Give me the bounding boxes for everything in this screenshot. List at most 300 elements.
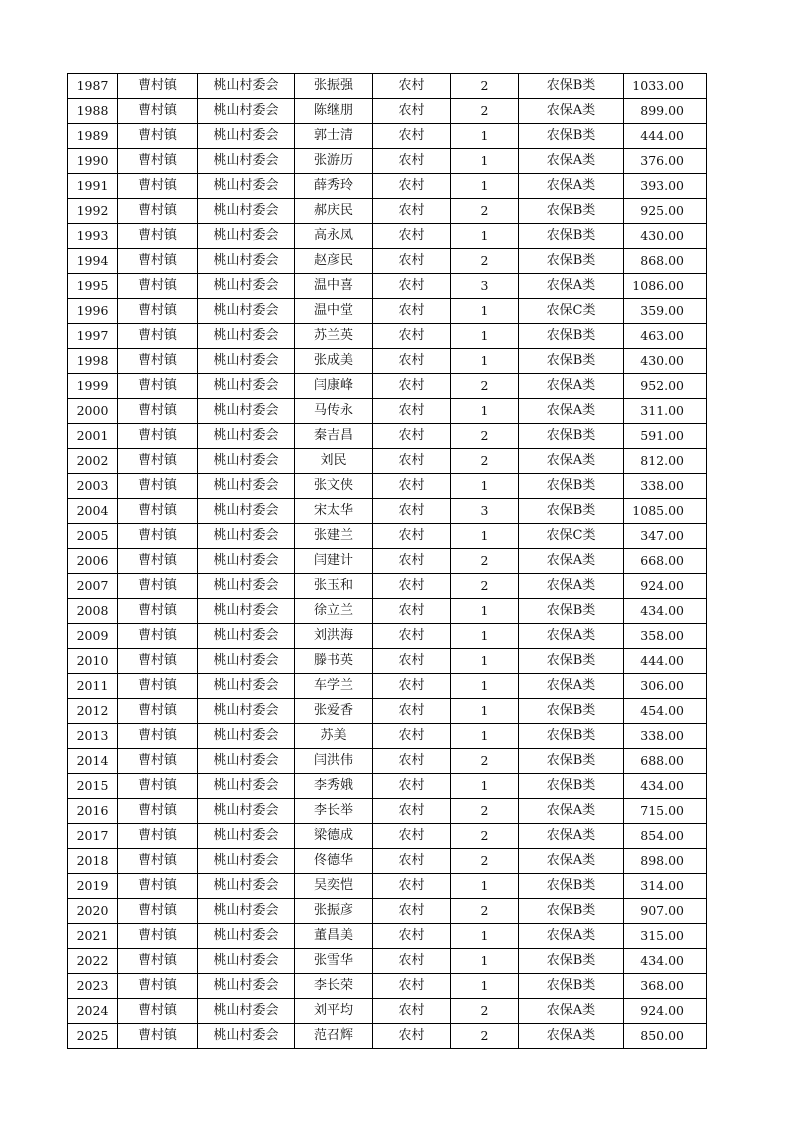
insurance-category-cell: 农保A类 [519, 574, 624, 599]
insurance-category-cell: 农保A类 [519, 374, 624, 399]
household-type-cell: 农村 [373, 349, 451, 374]
town-cell: 曹村镇 [118, 749, 198, 774]
insurance-category-cell: 农保A类 [519, 174, 624, 199]
serial-number-cell: 2009 [68, 624, 118, 649]
serial-number-cell: 2001 [68, 424, 118, 449]
amount-cell: 812.00 [624, 449, 707, 474]
member-count-cell: 2 [451, 749, 519, 774]
table-row [68, 1024, 707, 1049]
name-cell: 张爱香 [295, 699, 373, 724]
name-cell: 郭士清 [295, 124, 373, 149]
household-type-cell: 农村 [373, 699, 451, 724]
table-row [68, 424, 707, 449]
household-type-cell: 农村 [373, 124, 451, 149]
village-committee-cell: 桃山村委会 [198, 724, 295, 749]
village-committee-cell: 桃山村委会 [198, 424, 295, 449]
village-committee-cell: 桃山村委会 [198, 474, 295, 499]
table-row [68, 524, 707, 549]
table-row [68, 499, 707, 524]
member-count-cell: 3 [451, 274, 519, 299]
member-count-cell: 1 [451, 349, 519, 374]
amount-cell: 454.00 [624, 699, 707, 724]
village-committee-cell: 桃山村委会 [198, 124, 295, 149]
town-cell: 曹村镇 [118, 299, 198, 324]
amount-cell: 1086.00 [624, 274, 707, 299]
serial-number-cell: 1991 [68, 174, 118, 199]
name-cell: 薛秀玲 [295, 174, 373, 199]
member-count-cell: 2 [451, 824, 519, 849]
amount-cell: 359.00 [624, 299, 707, 324]
serial-number-cell: 2014 [68, 749, 118, 774]
member-count-cell: 3 [451, 499, 519, 524]
name-cell: 吴奕恺 [295, 874, 373, 899]
amount-cell: 376.00 [624, 149, 707, 174]
table-row [68, 674, 707, 699]
serial-number-cell: 1997 [68, 324, 118, 349]
name-cell: 滕书英 [295, 649, 373, 674]
village-committee-cell: 桃山村委会 [198, 599, 295, 624]
table-row [68, 399, 707, 424]
insurance-category-cell: 农保A类 [519, 1024, 624, 1049]
member-count-cell: 1 [451, 224, 519, 249]
member-count-cell: 2 [451, 999, 519, 1024]
amount-cell: 924.00 [624, 574, 707, 599]
serial-number-cell: 2023 [68, 974, 118, 999]
name-cell: 张建兰 [295, 524, 373, 549]
amount-cell: 434.00 [624, 949, 707, 974]
table-row [68, 599, 707, 624]
insurance-category-cell: 农保C类 [519, 524, 624, 549]
serial-number-cell: 2020 [68, 899, 118, 924]
name-cell: 赵彦民 [295, 249, 373, 274]
amount-cell: 952.00 [624, 374, 707, 399]
town-cell: 曹村镇 [118, 799, 198, 824]
village-committee-cell: 桃山村委会 [198, 874, 295, 899]
village-committee-cell: 桃山村委会 [198, 399, 295, 424]
serial-number-cell: 2003 [68, 474, 118, 499]
member-count-cell: 2 [451, 799, 519, 824]
member-count-cell: 1 [451, 949, 519, 974]
insurance-category-cell: 农保B类 [519, 199, 624, 224]
village-committee-cell: 桃山村委会 [198, 374, 295, 399]
town-cell: 曹村镇 [118, 599, 198, 624]
serial-number-cell: 1995 [68, 274, 118, 299]
amount-cell: 854.00 [624, 824, 707, 849]
member-count-cell: 1 [451, 399, 519, 424]
serial-number-cell: 1998 [68, 349, 118, 374]
table-row [68, 974, 707, 999]
amount-cell: 315.00 [624, 924, 707, 949]
member-count-cell: 1 [451, 474, 519, 499]
village-committee-cell: 桃山村委会 [198, 349, 295, 374]
table-row [68, 99, 707, 124]
amount-cell: 1033.00 [624, 74, 707, 99]
insurance-category-cell: 农保A类 [519, 849, 624, 874]
member-count-cell: 1 [451, 524, 519, 549]
name-cell: 郝庆民 [295, 199, 373, 224]
serial-number-cell: 1999 [68, 374, 118, 399]
name-cell: 温中堂 [295, 299, 373, 324]
household-type-cell: 农村 [373, 524, 451, 549]
name-cell: 刘民 [295, 449, 373, 474]
amount-cell: 688.00 [624, 749, 707, 774]
name-cell: 张振彦 [295, 899, 373, 924]
town-cell: 曹村镇 [118, 524, 198, 549]
household-type-cell: 农村 [373, 1024, 451, 1049]
name-cell: 闫康峰 [295, 374, 373, 399]
member-count-cell: 1 [451, 624, 519, 649]
table-row [68, 149, 707, 174]
serial-number-cell: 1990 [68, 149, 118, 174]
name-cell: 苏兰英 [295, 324, 373, 349]
insurance-category-cell: 农保B类 [519, 424, 624, 449]
household-type-cell: 农村 [373, 374, 451, 399]
name-cell: 陈继朋 [295, 99, 373, 124]
amount-cell: 850.00 [624, 1024, 707, 1049]
member-count-cell: 1 [451, 924, 519, 949]
table-row [68, 574, 707, 599]
household-type-cell: 农村 [373, 224, 451, 249]
town-cell: 曹村镇 [118, 674, 198, 699]
table-row [68, 799, 707, 824]
village-committee-cell: 桃山村委会 [198, 999, 295, 1024]
town-cell: 曹村镇 [118, 449, 198, 474]
table-row [68, 124, 707, 149]
town-cell: 曹村镇 [118, 699, 198, 724]
table-row [68, 749, 707, 774]
village-committee-cell: 桃山村委会 [198, 899, 295, 924]
insurance-category-cell: 农保A类 [519, 149, 624, 174]
town-cell: 曹村镇 [118, 974, 198, 999]
insurance-category-cell: 农保B类 [519, 249, 624, 274]
amount-cell: 358.00 [624, 624, 707, 649]
serial-number-cell: 1994 [68, 249, 118, 274]
amount-cell: 715.00 [624, 799, 707, 824]
member-count-cell: 1 [451, 724, 519, 749]
town-cell: 曹村镇 [118, 324, 198, 349]
insurance-category-cell: 农保B类 [519, 74, 624, 99]
amount-cell: 668.00 [624, 549, 707, 574]
village-committee-cell: 桃山村委会 [198, 449, 295, 474]
serial-number-cell: 2019 [68, 874, 118, 899]
member-count-cell: 1 [451, 674, 519, 699]
amount-cell: 434.00 [624, 774, 707, 799]
table-row [68, 949, 707, 974]
household-type-cell: 农村 [373, 449, 451, 474]
village-committee-cell: 桃山村委会 [198, 849, 295, 874]
table-row [68, 624, 707, 649]
amount-cell: 899.00 [624, 99, 707, 124]
name-cell: 李长荣 [295, 974, 373, 999]
table-row [68, 649, 707, 674]
village-committee-cell: 桃山村委会 [198, 249, 295, 274]
member-count-cell: 2 [451, 849, 519, 874]
member-count-cell: 1 [451, 324, 519, 349]
table-row [68, 724, 707, 749]
table-row [68, 699, 707, 724]
town-cell: 曹村镇 [118, 274, 198, 299]
town-cell: 曹村镇 [118, 999, 198, 1024]
household-type-cell: 农村 [373, 324, 451, 349]
serial-number-cell: 2010 [68, 649, 118, 674]
member-count-cell: 2 [451, 1024, 519, 1049]
table-row [68, 224, 707, 249]
household-type-cell: 农村 [373, 99, 451, 124]
household-type-cell: 农村 [373, 574, 451, 599]
table-row [68, 474, 707, 499]
household-type-cell: 农村 [373, 999, 451, 1024]
member-count-cell: 1 [451, 974, 519, 999]
table-row [68, 274, 707, 299]
insurance-category-cell: 农保A类 [519, 999, 624, 1024]
household-type-cell: 农村 [373, 924, 451, 949]
member-count-cell: 1 [451, 149, 519, 174]
amount-cell: 925.00 [624, 199, 707, 224]
amount-cell: 430.00 [624, 224, 707, 249]
town-cell: 曹村镇 [118, 224, 198, 249]
member-count-cell: 1 [451, 774, 519, 799]
member-count-cell: 2 [451, 74, 519, 99]
member-count-cell: 1 [451, 174, 519, 199]
town-cell: 曹村镇 [118, 349, 198, 374]
name-cell: 闫建计 [295, 549, 373, 574]
name-cell: 李长举 [295, 799, 373, 824]
table-row [68, 349, 707, 374]
amount-cell: 591.00 [624, 424, 707, 449]
household-type-cell: 农村 [373, 299, 451, 324]
amount-cell: 463.00 [624, 324, 707, 349]
insurance-category-cell: 农保B类 [519, 949, 624, 974]
name-cell: 刘平均 [295, 999, 373, 1024]
benefit-roster-table [67, 73, 707, 1049]
amount-cell: 338.00 [624, 474, 707, 499]
insurance-category-cell: 农保A类 [519, 799, 624, 824]
town-cell: 曹村镇 [118, 249, 198, 274]
household-type-cell: 农村 [373, 974, 451, 999]
name-cell: 温中喜 [295, 274, 373, 299]
village-committee-cell: 桃山村委会 [198, 324, 295, 349]
serial-number-cell: 2011 [68, 674, 118, 699]
table-row [68, 999, 707, 1024]
name-cell: 张玉和 [295, 574, 373, 599]
table-row [68, 824, 707, 849]
insurance-category-cell: 农保B类 [519, 349, 624, 374]
member-count-cell: 2 [451, 424, 519, 449]
village-committee-cell: 桃山村委会 [198, 149, 295, 174]
town-cell: 曹村镇 [118, 549, 198, 574]
household-type-cell: 农村 [373, 274, 451, 299]
village-committee-cell: 桃山村委会 [198, 774, 295, 799]
member-count-cell: 1 [451, 299, 519, 324]
name-cell: 高永凤 [295, 224, 373, 249]
town-cell: 曹村镇 [118, 199, 198, 224]
table-row [68, 374, 707, 399]
village-committee-cell: 桃山村委会 [198, 574, 295, 599]
serial-number-cell: 1992 [68, 199, 118, 224]
table-row [68, 549, 707, 574]
town-cell: 曹村镇 [118, 924, 198, 949]
village-committee-cell: 桃山村委会 [198, 624, 295, 649]
household-type-cell: 农村 [373, 399, 451, 424]
village-committee-cell: 桃山村委会 [198, 524, 295, 549]
serial-number-cell: 2005 [68, 524, 118, 549]
village-committee-cell: 桃山村委会 [198, 99, 295, 124]
household-type-cell: 农村 [373, 149, 451, 174]
name-cell: 马传永 [295, 399, 373, 424]
insurance-category-cell: 农保B类 [519, 899, 624, 924]
town-cell: 曹村镇 [118, 474, 198, 499]
serial-number-cell: 2006 [68, 549, 118, 574]
insurance-category-cell: 农保B类 [519, 324, 624, 349]
member-count-cell: 1 [451, 649, 519, 674]
town-cell: 曹村镇 [118, 649, 198, 674]
name-cell: 张雪华 [295, 949, 373, 974]
town-cell: 曹村镇 [118, 74, 198, 99]
name-cell: 张振强 [295, 74, 373, 99]
name-cell: 董昌美 [295, 924, 373, 949]
town-cell: 曹村镇 [118, 624, 198, 649]
household-type-cell: 农村 [373, 874, 451, 899]
town-cell: 曹村镇 [118, 424, 198, 449]
village-committee-cell: 桃山村委会 [198, 924, 295, 949]
insurance-category-cell: 农保B类 [519, 474, 624, 499]
name-cell: 秦吉昌 [295, 424, 373, 449]
household-type-cell: 农村 [373, 424, 451, 449]
table-row [68, 874, 707, 899]
name-cell: 宋太华 [295, 499, 373, 524]
insurance-category-cell: 农保B类 [519, 724, 624, 749]
amount-cell: 1085.00 [624, 499, 707, 524]
serial-number-cell: 1989 [68, 124, 118, 149]
table-row [68, 899, 707, 924]
serial-number-cell: 2024 [68, 999, 118, 1024]
household-type-cell: 农村 [373, 824, 451, 849]
village-committee-cell: 桃山村委会 [198, 949, 295, 974]
village-committee-cell: 桃山村委会 [198, 274, 295, 299]
insurance-category-cell: 农保B类 [519, 699, 624, 724]
town-cell: 曹村镇 [118, 499, 198, 524]
household-type-cell: 农村 [373, 474, 451, 499]
name-cell: 刘洪海 [295, 624, 373, 649]
member-count-cell: 1 [451, 874, 519, 899]
town-cell: 曹村镇 [118, 874, 198, 899]
serial-number-cell: 1987 [68, 74, 118, 99]
serial-number-cell: 2025 [68, 1024, 118, 1049]
insurance-category-cell: 农保A类 [519, 674, 624, 699]
village-committee-cell: 桃山村委会 [198, 699, 295, 724]
serial-number-cell: 2021 [68, 924, 118, 949]
serial-number-cell: 1996 [68, 299, 118, 324]
table-row [68, 299, 707, 324]
member-count-cell: 2 [451, 899, 519, 924]
member-count-cell: 2 [451, 374, 519, 399]
serial-number-cell: 2007 [68, 574, 118, 599]
serial-number-cell: 2016 [68, 799, 118, 824]
village-committee-cell: 桃山村委会 [198, 674, 295, 699]
amount-cell: 347.00 [624, 524, 707, 549]
village-committee-cell: 桃山村委会 [198, 499, 295, 524]
table-row [68, 174, 707, 199]
name-cell: 徐立兰 [295, 599, 373, 624]
member-count-cell: 1 [451, 124, 519, 149]
village-committee-cell: 桃山村委会 [198, 224, 295, 249]
name-cell: 车学兰 [295, 674, 373, 699]
amount-cell: 306.00 [624, 674, 707, 699]
amount-cell: 444.00 [624, 649, 707, 674]
household-type-cell: 农村 [373, 849, 451, 874]
town-cell: 曹村镇 [118, 124, 198, 149]
serial-number-cell: 2017 [68, 824, 118, 849]
name-cell: 范召辉 [295, 1024, 373, 1049]
serial-number-cell: 2004 [68, 499, 118, 524]
town-cell: 曹村镇 [118, 949, 198, 974]
insurance-category-cell: 农保A类 [519, 99, 624, 124]
serial-number-cell: 1988 [68, 99, 118, 124]
table-row [68, 249, 707, 274]
member-count-cell: 1 [451, 599, 519, 624]
town-cell: 曹村镇 [118, 824, 198, 849]
town-cell: 曹村镇 [118, 724, 198, 749]
insurance-category-cell: 农保C类 [519, 299, 624, 324]
insurance-category-cell: 农保B类 [519, 749, 624, 774]
name-cell: 梁德成 [295, 824, 373, 849]
insurance-category-cell: 农保B类 [519, 649, 624, 674]
town-cell: 曹村镇 [118, 399, 198, 424]
village-committee-cell: 桃山村委会 [198, 824, 295, 849]
name-cell: 张游历 [295, 149, 373, 174]
member-count-cell: 2 [451, 99, 519, 124]
village-committee-cell: 桃山村委会 [198, 549, 295, 574]
amount-cell: 338.00 [624, 724, 707, 749]
household-type-cell: 农村 [373, 774, 451, 799]
amount-cell: 311.00 [624, 399, 707, 424]
insurance-category-cell: 农保A类 [519, 399, 624, 424]
serial-number-cell: 2015 [68, 774, 118, 799]
household-type-cell: 农村 [373, 74, 451, 99]
table-body [68, 74, 707, 1049]
household-type-cell: 农村 [373, 724, 451, 749]
household-type-cell: 农村 [373, 674, 451, 699]
amount-cell: 430.00 [624, 349, 707, 374]
household-type-cell: 农村 [373, 249, 451, 274]
household-type-cell: 农村 [373, 499, 451, 524]
insurance-category-cell: 农保B类 [519, 599, 624, 624]
insurance-category-cell: 农保B类 [519, 974, 624, 999]
village-committee-cell: 桃山村委会 [198, 174, 295, 199]
amount-cell: 898.00 [624, 849, 707, 874]
village-committee-cell: 桃山村委会 [198, 74, 295, 99]
amount-cell: 393.00 [624, 174, 707, 199]
insurance-category-cell: 农保B类 [519, 224, 624, 249]
household-type-cell: 农村 [373, 599, 451, 624]
table-row [68, 74, 707, 99]
name-cell: 闫洪伟 [295, 749, 373, 774]
amount-cell: 868.00 [624, 249, 707, 274]
household-type-cell: 农村 [373, 624, 451, 649]
table-row [68, 924, 707, 949]
table-row [68, 849, 707, 874]
town-cell: 曹村镇 [118, 174, 198, 199]
town-cell: 曹村镇 [118, 899, 198, 924]
member-count-cell: 1 [451, 699, 519, 724]
name-cell: 张成美 [295, 349, 373, 374]
name-cell: 苏美 [295, 724, 373, 749]
insurance-category-cell: 农保B类 [519, 124, 624, 149]
household-type-cell: 农村 [373, 799, 451, 824]
amount-cell: 434.00 [624, 599, 707, 624]
town-cell: 曹村镇 [118, 849, 198, 874]
table-row [68, 774, 707, 799]
